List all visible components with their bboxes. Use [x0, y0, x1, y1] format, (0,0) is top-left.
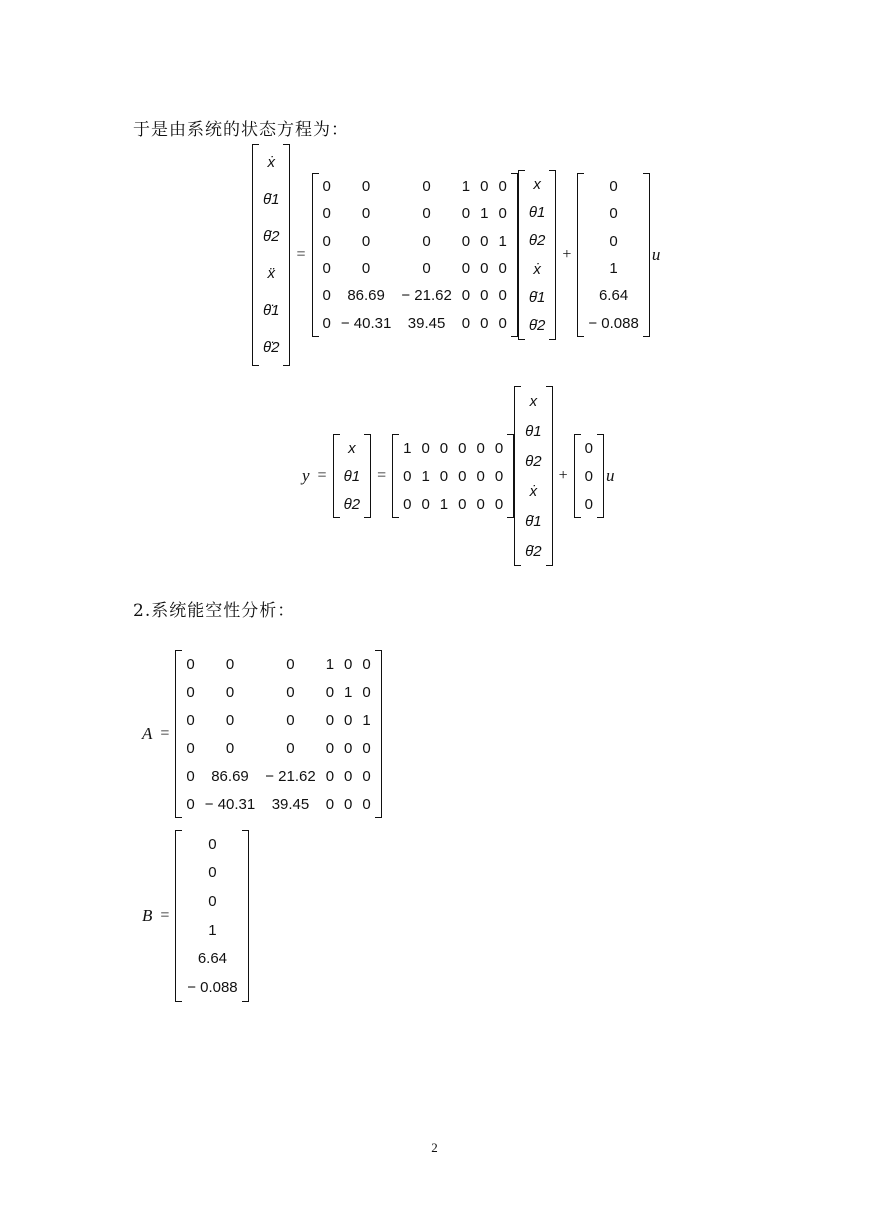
matrix-cell: θ̇2	[525, 542, 542, 560]
matrix-cell: 1	[439, 495, 449, 513]
matrix-cell: 0	[322, 314, 331, 332]
matrix-cell: − 40.31	[340, 314, 392, 332]
matrix-cell: 0	[439, 467, 449, 485]
matrix-cell: 0	[584, 439, 594, 457]
matrix-cell: 0	[225, 739, 235, 757]
matrix-cell: 0	[494, 495, 504, 513]
symbol-a: A	[142, 724, 153, 743]
matrix-cell: 1	[362, 711, 371, 729]
matrix-cell: 0	[208, 893, 217, 911]
matrix-cell: 0	[609, 178, 618, 196]
matrix-cell: x	[348, 439, 356, 457]
equals-sign: =	[377, 467, 387, 484]
matrix-cell: 0	[439, 439, 449, 457]
matrix-cell: 0	[403, 467, 412, 485]
matrix-cell: 0	[361, 178, 371, 196]
state-vector-output	[514, 386, 552, 566]
matrix-cell: θ̇2	[263, 228, 280, 245]
matrix-cell: 0	[286, 739, 295, 757]
matrix-cell: 0	[325, 739, 335, 757]
matrix-cell: 0	[325, 795, 335, 813]
matrix-cell: θ2	[525, 452, 542, 470]
matrix-cell: θ1	[528, 203, 546, 221]
matrix-cell: 0	[609, 205, 618, 223]
matrix-cell: ẋ	[533, 260, 541, 278]
matrix-cell: 0	[458, 439, 467, 457]
matrix-cell: 0	[476, 495, 485, 513]
matrix-cell: 0	[421, 439, 430, 457]
matrix-cell: 0	[461, 287, 471, 305]
state-vector	[518, 170, 556, 340]
matrix-cell: 0	[422, 232, 431, 250]
matrix-cell: 0	[361, 205, 371, 223]
matrix-cell: 0	[498, 287, 507, 305]
matrix-cell: ẋ	[267, 154, 275, 171]
equals-sign: =	[317, 467, 327, 484]
matrix-cell: 0	[584, 467, 594, 485]
matrix-cell: 0	[422, 178, 431, 196]
matrix-cell: θ2	[343, 495, 361, 513]
matrix-cell: 1	[480, 205, 489, 223]
matrix-cell: 0	[362, 655, 371, 673]
matrix-cell: 0	[498, 205, 507, 223]
matrix-d	[574, 434, 604, 518]
output-vector	[333, 434, 371, 518]
matrix-cell: θ̇1	[263, 191, 280, 208]
vector-b-state	[577, 173, 649, 337]
matrix-cell: 0	[344, 711, 353, 729]
vector-b-definition	[140, 830, 249, 1002]
matrix-cell: ẍ	[267, 265, 275, 282]
matrix-cell: − 0.088	[588, 314, 639, 332]
matrix-cell: 0	[322, 232, 331, 250]
matrix-cell: 0	[403, 495, 412, 513]
matrix-cell: θ1	[343, 467, 361, 485]
matrix-cell: 0	[609, 232, 618, 250]
matrix-cell: 1	[609, 260, 618, 278]
matrix-cell: 0	[325, 767, 335, 785]
matrix-cell: 0	[322, 178, 331, 196]
matrix-cell: 0	[498, 314, 507, 332]
vector-b	[175, 830, 249, 1002]
matrix-cell: 1	[498, 232, 507, 250]
matrix-cell: 0	[225, 683, 235, 701]
matrix-cell: 86.69	[347, 287, 385, 305]
matrix-cell: − 21.62	[401, 287, 452, 305]
matrix-cell: 0	[361, 232, 371, 250]
matrix-c	[392, 434, 514, 518]
matrix-cell: θ̈2	[263, 339, 280, 356]
matrix-cell: 0	[225, 655, 235, 673]
symbol-b: B	[142, 906, 153, 925]
matrix-cell: 0	[461, 260, 471, 278]
matrix-cell: 0	[286, 655, 295, 673]
equals-sign: =	[296, 246, 306, 263]
matrix-cell: θ̇1	[528, 288, 546, 306]
matrix-cell: 0	[286, 711, 295, 729]
matrix-cell: θ̇2	[528, 317, 546, 335]
matrix-cell: 0	[344, 739, 353, 757]
matrix-cell: 0	[480, 178, 489, 196]
matrix-cell: 0	[186, 683, 195, 701]
input-u: u	[651, 245, 661, 264]
matrix-cell: θ̈1	[263, 302, 280, 319]
matrix-cell: 0	[494, 467, 504, 485]
matrix-cell: 0	[325, 711, 335, 729]
matrix-cell: 39.45	[407, 314, 446, 332]
matrix-cell: 0	[458, 495, 467, 513]
matrix-cell: 0	[498, 260, 507, 278]
matrix-cell: 0	[498, 178, 507, 196]
matrix-cell: 0	[361, 260, 371, 278]
state-derivative-vector	[252, 144, 290, 366]
matrix-cell: 0	[322, 260, 331, 278]
matrix-cell: 0	[494, 439, 504, 457]
output-y: y	[302, 466, 310, 485]
matrix-cell: − 21.62	[265, 767, 316, 785]
matrix-cell: 1	[208, 921, 217, 939]
matrix-cell: x	[533, 175, 541, 193]
matrix-cell: 0	[225, 711, 235, 729]
output-equation	[300, 386, 617, 566]
matrix-cell: 1	[461, 178, 471, 196]
matrix-cell: 6.64	[598, 287, 629, 305]
matrix-cell: 0	[461, 314, 471, 332]
input-u: u	[606, 466, 615, 485]
matrix-cell: 1	[403, 439, 412, 457]
matrix-cell: 0	[584, 495, 594, 513]
matrix-cell: 0	[322, 205, 331, 223]
matrix-cell: 0	[422, 205, 431, 223]
matrix-cell: 0	[208, 864, 217, 882]
matrix-cell: ẋ	[529, 482, 538, 500]
matrix-cell: 0	[480, 260, 489, 278]
matrix-cell: 1	[421, 467, 430, 485]
plus-sign: +	[562, 246, 572, 263]
matrix-cell: 0	[362, 739, 371, 757]
state-equation	[252, 144, 662, 366]
matrix-cell: 0	[186, 795, 195, 813]
matrix-cell: 0	[480, 287, 489, 305]
page-number: 2	[431, 1140, 438, 1155]
plus-sign: +	[558, 467, 568, 484]
matrix-cell: 1	[325, 655, 335, 673]
matrix-cell: 0	[458, 467, 467, 485]
matrix-cell: 0	[344, 655, 353, 673]
matrix-cell: 0	[461, 232, 471, 250]
matrix-cell: 1	[344, 683, 353, 701]
matrix-cell: 86.69	[211, 767, 249, 785]
matrix-cell: 0	[421, 495, 430, 513]
matrix-a-definition	[140, 650, 382, 818]
matrix-cell: 0	[286, 683, 295, 701]
matrix-cell: x	[529, 392, 538, 410]
matrix-cell: 0	[208, 835, 217, 853]
matrix-a	[175, 650, 381, 818]
matrix-cell: − 0.088	[187, 979, 238, 997]
matrix-cell: 0	[362, 795, 371, 813]
heading-state-equation: 于是由系统的状态方程为：	[133, 120, 349, 140]
heading-section-2: 2.系统能空性分析：	[133, 601, 296, 621]
matrix-cell: 0	[422, 260, 431, 278]
matrix-cell: 0	[186, 739, 195, 757]
matrix-cell: θ1	[525, 422, 542, 440]
matrix-cell: 0	[476, 439, 485, 457]
matrix-cell: θ̇1	[525, 512, 542, 530]
matrix-cell: 0	[322, 287, 331, 305]
matrix-cell: 0	[186, 655, 195, 673]
matrix-cell: 0	[186, 711, 195, 729]
equals-sign: =	[160, 725, 170, 742]
matrix-cell: 6.64	[197, 950, 228, 968]
matrix-cell: 0	[476, 467, 485, 485]
matrix-cell: 0	[480, 314, 489, 332]
matrix-cell: 0	[461, 205, 471, 223]
equals-sign: =	[160, 907, 170, 924]
matrix-cell: 0	[480, 232, 489, 250]
matrix-cell: 0	[362, 767, 371, 785]
matrix-cell: 0	[344, 795, 353, 813]
matrix-cell: 0	[186, 767, 195, 785]
matrix-cell: 0	[344, 767, 353, 785]
matrix-cell: 39.45	[271, 795, 310, 813]
matrix-cell: 0	[362, 683, 371, 701]
matrix-a-state	[312, 173, 518, 337]
matrix-cell: θ2	[528, 232, 546, 250]
matrix-cell: 0	[325, 683, 335, 701]
matrix-cell: − 40.31	[204, 795, 256, 813]
